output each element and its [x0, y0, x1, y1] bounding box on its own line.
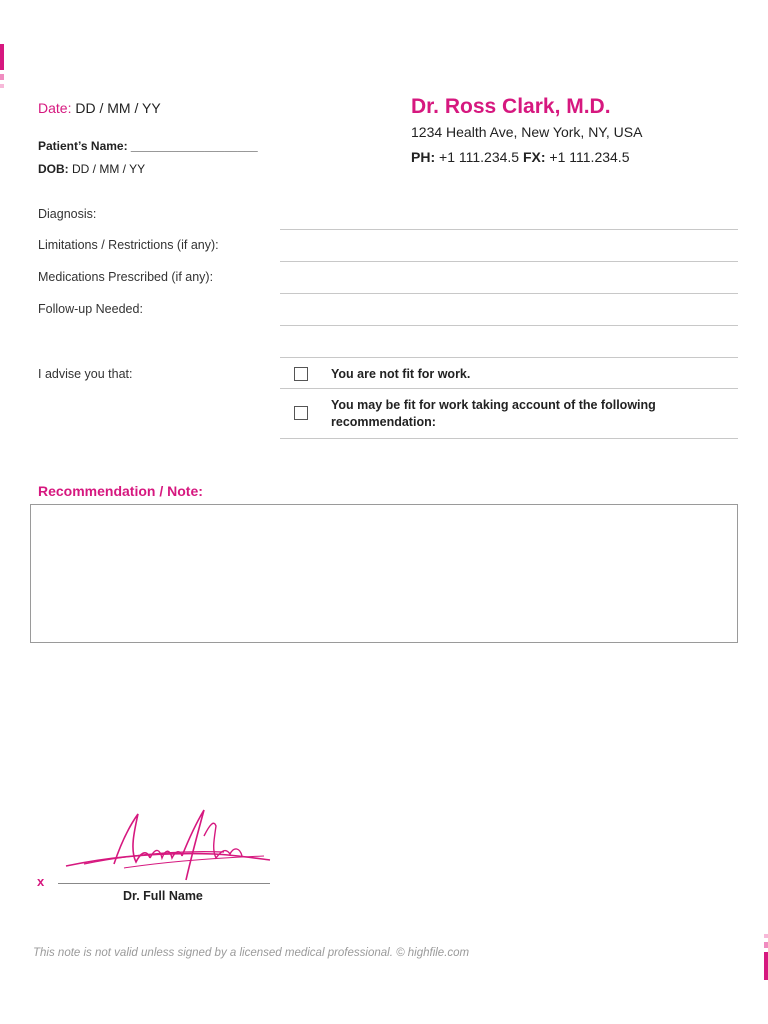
diagnosis-line[interactable] — [280, 229, 738, 230]
corner-accent-bar — [0, 44, 4, 70]
date-line — [38, 100, 161, 116]
date-label: Date: — [38, 100, 72, 116]
dob-label: DOB: — [38, 162, 69, 176]
recommendation-textbox[interactable] — [30, 504, 738, 643]
doctor-name: Dr. Ross Clark, M.D. — [411, 95, 611, 118]
may-be-fit-label — [331, 397, 656, 431]
corner-accent-dot — [0, 84, 4, 88]
doctor-address: 1234 Health Ave, New York, NY, USA — [411, 124, 643, 140]
signature-scribble-icon — [64, 806, 274, 886]
doctor-phone-line — [411, 149, 629, 165]
diagnosis-label: Diagnosis: — [38, 207, 97, 221]
followup-line[interactable] — [280, 325, 738, 326]
date-value[interactable]: DD / MM / YY — [75, 100, 161, 116]
signature-line[interactable] — [58, 883, 270, 884]
medications-label: Medications Prescribed (if any): — [38, 270, 214, 284]
not-fit-checkbox[interactable] — [294, 367, 308, 381]
corner-accent-dot — [764, 942, 768, 948]
patient-name-field[interactable]: Patient’s Name: ___________________ — [38, 139, 258, 153]
may-be-fit-checkbox[interactable] — [294, 406, 308, 420]
limitations-label: Limitations / Restrictions (if any): — [38, 238, 219, 252]
followup-line-2[interactable] — [280, 357, 738, 358]
recommendation-title: Recommendation / Note: — [38, 483, 203, 499]
may-be-fit-line-2: recommendation: — [331, 415, 436, 429]
limitations-line[interactable] — [280, 261, 738, 262]
option-divider — [280, 438, 738, 439]
phone-label: PH: — [411, 149, 436, 165]
medications-line[interactable] — [280, 293, 738, 294]
fax-label: FX: — [522, 149, 546, 165]
signature-x-mark: x — [37, 874, 45, 889]
dob-value[interactable]: DD / MM / YY — [72, 162, 146, 176]
followup-label: Follow-up Needed: — [38, 302, 143, 316]
may-be-fit-line-1: You may be fit for work taking account of the following — [331, 398, 656, 412]
option-divider — [280, 388, 738, 389]
corner-accent-dot — [0, 74, 4, 80]
advise-label: I advise you that: — [38, 367, 133, 381]
not-fit-label: You are not fit for work. — [331, 367, 471, 381]
fax-value: +1 111.234.5 — [549, 149, 630, 165]
dob-line — [38, 162, 145, 176]
corner-accent-bar — [764, 952, 768, 980]
footer-disclaimer: This note is not valid unless signed by a licensed medical professional. © highfile.com — [33, 947, 470, 959]
phone-value: +1 111.234.5 — [439, 149, 520, 165]
corner-accent-dot — [764, 934, 768, 938]
signer-name: Dr. Full Name — [123, 889, 203, 903]
